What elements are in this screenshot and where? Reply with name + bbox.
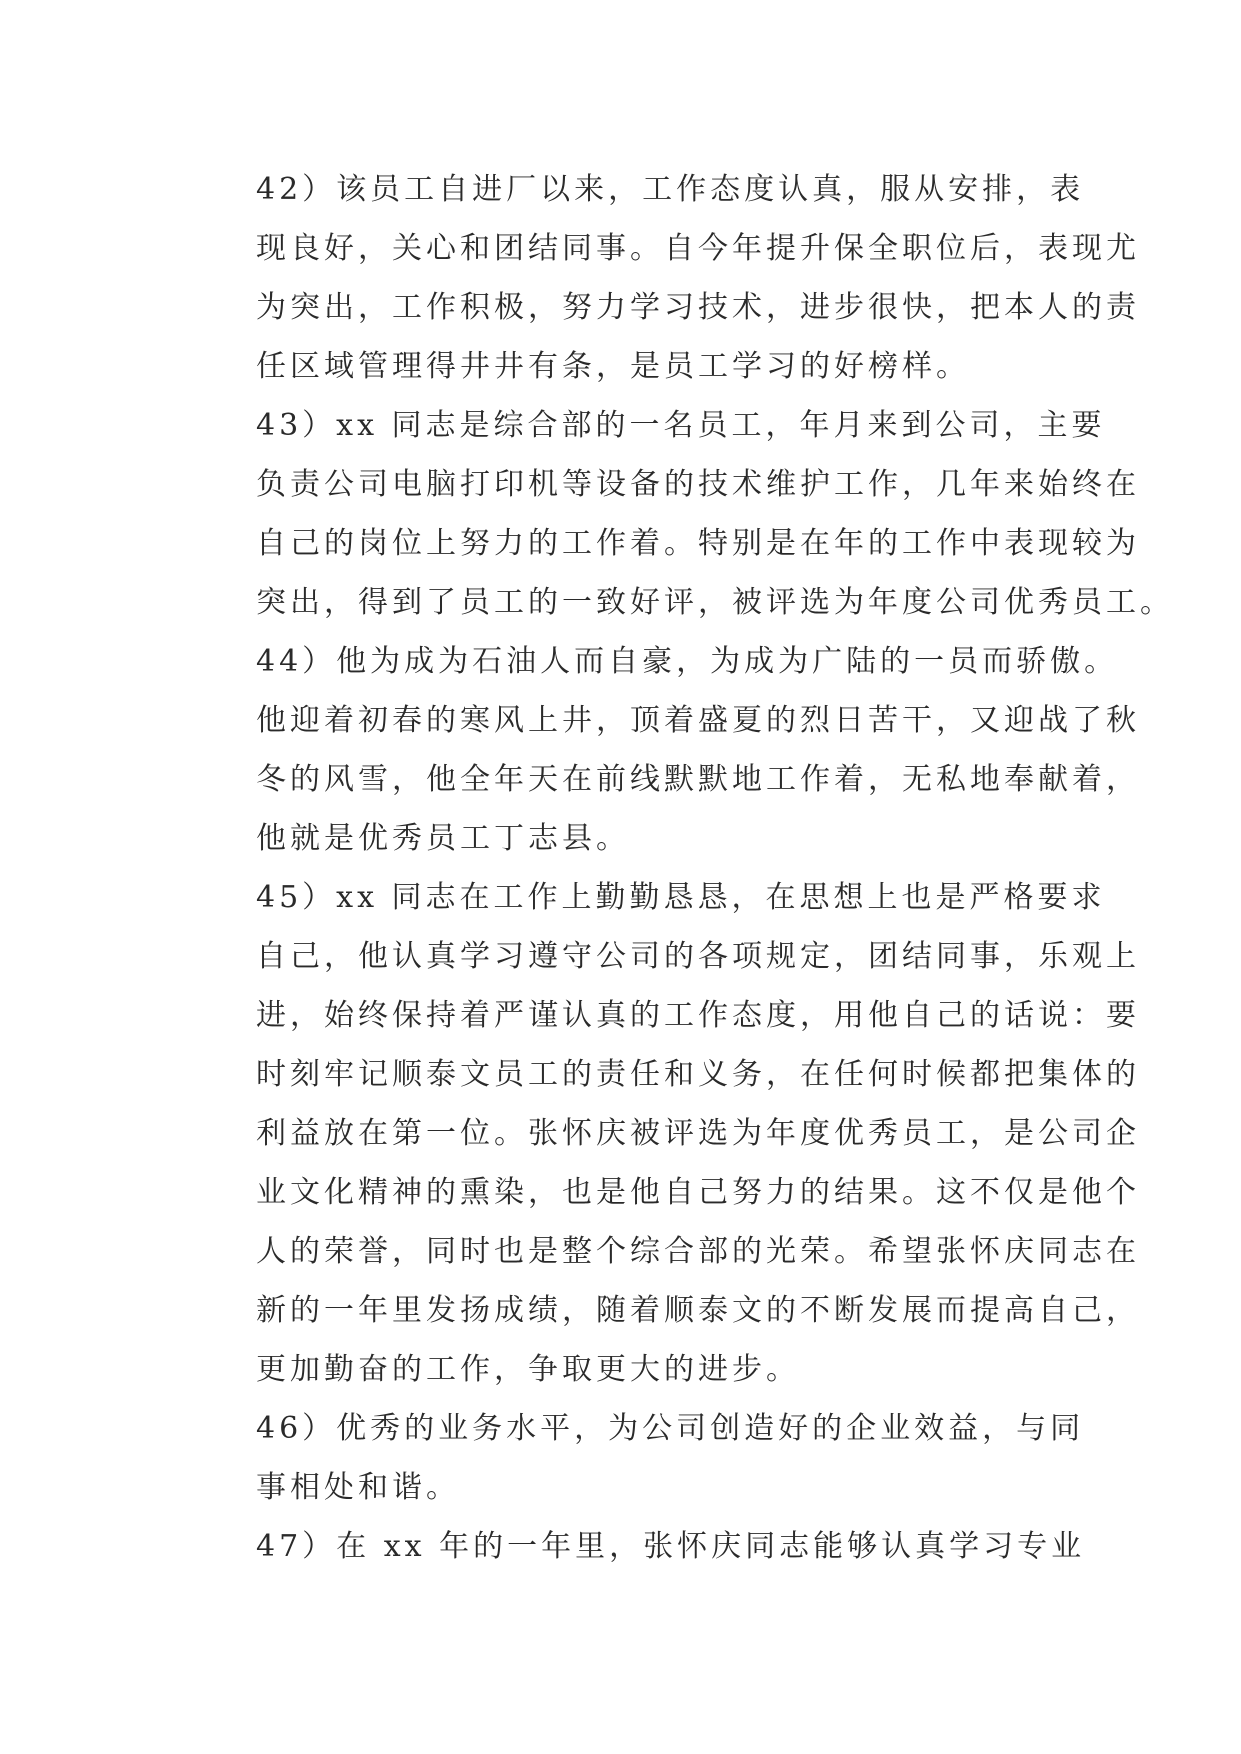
paragraph-42 [192,160,1140,396]
text-line: 43）xx 同志是综合部的一名员工，年月来到公司，主要 [256,408,1106,443]
text-line: 他就是优秀员工丁志县。 [256,821,630,856]
text-line: 46）优秀的业务水平，为公司创造好的企业效益，与同 [256,1411,1085,1446]
paragraph-44 [192,632,1140,868]
text-line: 47）在 xx 年的一年里，张怀庆同志能够认真学习专业 [256,1529,1086,1564]
text-line: 业文化精神的熏染，也是他自己努力的结果。这不仅是他个 [256,1175,1140,1210]
paragraph-46 [192,1399,1085,1517]
text-line: 时刻牢记顺泰文员工的责任和义务，在任何时候都把集体的 [256,1057,1140,1092]
paragraph-45 [192,868,1140,1399]
text-line: 利益放在第一位。张怀庆被评选为年度优秀员工，是公司企 [256,1116,1140,1151]
text-line: 任区域管理得井井有条，是员工学习的好榜样。 [256,349,970,384]
text-line: 45）xx 同志在工作上勤勤恳恳，在思想上也是严格要求 [256,880,1106,915]
paragraph-43 [192,396,1174,632]
text-line: 他迎着初春的寒风上井，顶着盛夏的烈日苦干，又迎战了秋 [256,703,1140,738]
text-line: 为突出，工作积极，努力学习技术，进步很快，把本人的责 [256,290,1140,325]
text-line: 事相处和谐。 [256,1470,460,1505]
text-line: 44）他为成为石油人而自豪，为成为广陆的一员而骄傲。 [256,644,1119,679]
text-line: 冬的风雪，他全年天在前线默默地工作着，无私地奉献着， [256,762,1140,797]
text-line: 更加勤奋的工作，争取更大的进步。 [256,1352,800,1387]
text-line: 42）该员工自进厂以来，工作态度认真，服从安排，表 [256,172,1085,207]
text-line: 自己的岗位上努力的工作着。特别是在年的工作中表现较为 [256,526,1140,561]
text-line: 负责公司电脑打印机等设备的技术维护工作，几年来始终在 [256,467,1140,502]
text-line: 新的一年里发扬成绩，随着顺泰文的不断发展而提高自己， [256,1293,1140,1328]
paragraph-47 [192,1517,1086,1576]
text-line: 突出，得到了员工的一致好评，被评选为年度公司优秀员工。 [256,585,1174,620]
text-line: 现良好，关心和团结同事。自今年提升保全职位后，表现尤 [256,231,1140,266]
text-line: 人的荣誉，同时也是整个综合部的光荣。希望张怀庆同志在 [256,1234,1140,1269]
text-line: 进，始终保持着严谨认真的工作态度，用他自己的话说：要 [256,998,1140,1033]
document-body [192,160,1174,1576]
text-line: 自己，他认真学习遵守公司的各项规定，团结同事，乐观上 [256,939,1140,974]
